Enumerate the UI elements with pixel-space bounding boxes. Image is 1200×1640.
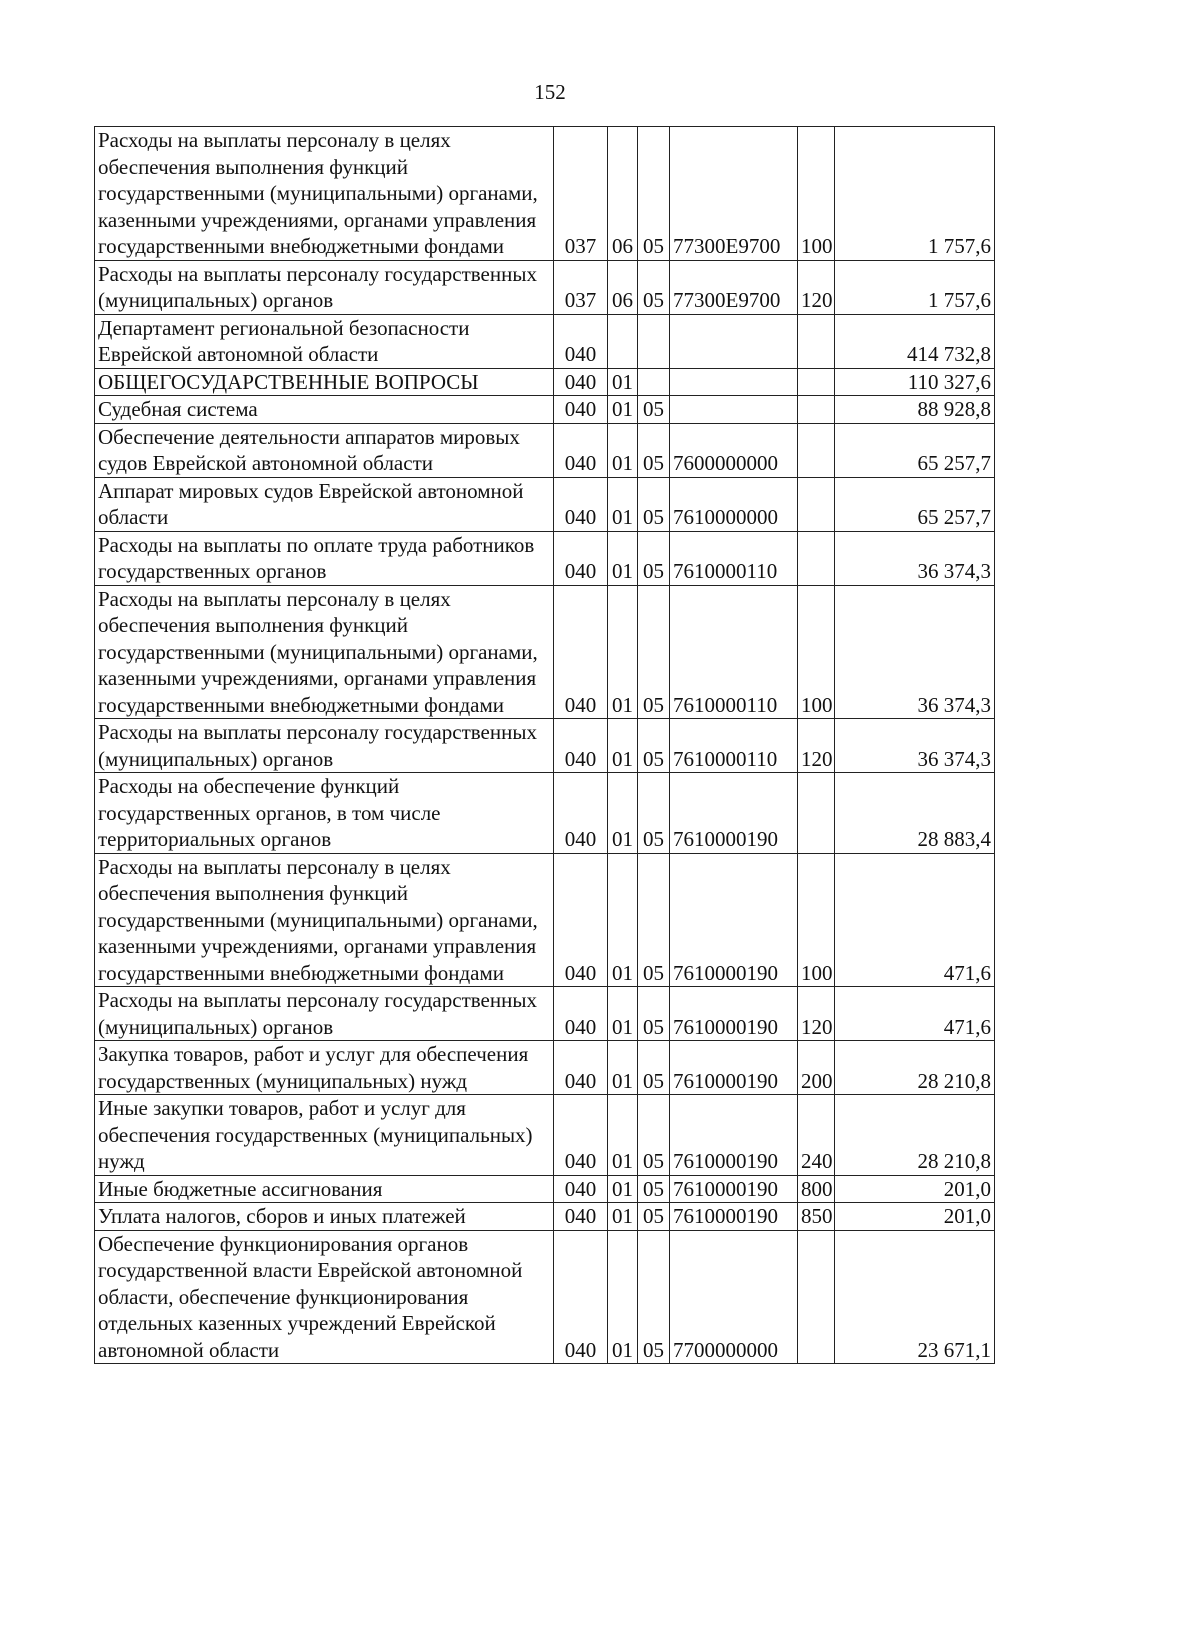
subsection-code: 05 — [638, 1203, 670, 1231]
target-article-code: 7610000190 — [670, 1095, 798, 1176]
ministry-code: 040 — [554, 853, 608, 987]
subsection-code: 05 — [638, 987, 670, 1041]
sum-value: 28 210,8 — [835, 1095, 995, 1176]
row-name: Судебная система — [95, 396, 554, 424]
section-code: 01 — [608, 1095, 638, 1176]
subsection-code: 05 — [638, 1230, 670, 1364]
subsection-code: 05 — [638, 531, 670, 585]
section-code: 01 — [608, 1175, 638, 1203]
expense-type-code — [798, 396, 835, 424]
section-code: 01 — [608, 1230, 638, 1364]
row-name: ОБЩЕГОСУДАРСТВЕННЫЕ ВОПРОСЫ — [95, 368, 554, 396]
target-article-code: 7610000190 — [670, 1203, 798, 1231]
expense-type-code: 100 — [798, 585, 835, 719]
expense-type-code: 120 — [798, 719, 835, 773]
sum-value: 28 883,4 — [835, 773, 995, 854]
section-code: 06 — [608, 260, 638, 314]
target-article-code: 7610000000 — [670, 477, 798, 531]
expense-type-code — [798, 314, 835, 368]
target-article-code: 7610000110 — [670, 719, 798, 773]
row-name: Расходы на выплаты персоналу в целях обеспечения выполнения функций государственными (муниципальными) органами, казенными учреждениями, органами управления государственными внебюджетными фондами — [95, 585, 554, 719]
row-name: Обеспечение функционирования органов государственной власти Еврейской автономной области, обеспечение функционирования отдельных казенных учреждений Еврейской автономной области — [95, 1230, 554, 1364]
row-name: Департамент региональной безопасности Еврейской автономной области — [95, 314, 554, 368]
sum-value: 1 757,6 — [835, 127, 995, 261]
section-code — [608, 314, 638, 368]
table-row — [95, 260, 995, 314]
sum-value: 36 374,3 — [835, 719, 995, 773]
row-name: Иные закупки товаров, работ и услуг для обеспечения государственных (муниципальных) нужд — [95, 1095, 554, 1176]
table-row — [95, 1095, 995, 1176]
ministry-code: 040 — [554, 773, 608, 854]
expense-type-code: 100 — [798, 127, 835, 261]
expense-type-code — [798, 423, 835, 477]
table-row — [95, 423, 995, 477]
section-code: 06 — [608, 127, 638, 261]
row-name: Уплата налогов, сборов и иных платежей — [95, 1203, 554, 1231]
target-article-code: 7610000190 — [670, 1041, 798, 1095]
subsection-code: 05 — [638, 260, 670, 314]
sum-value: 88 928,8 — [835, 396, 995, 424]
target-article-code — [670, 368, 798, 396]
page-number: 152 — [534, 80, 566, 104]
table-row — [95, 987, 995, 1041]
sum-value: 36 374,3 — [835, 531, 995, 585]
sum-value: 201,0 — [835, 1175, 995, 1203]
row-name: Расходы на обеспечение функций государственных органов, в том числе территориальных органов — [95, 773, 554, 854]
expense-type-code: 120 — [798, 987, 835, 1041]
sum-value: 65 257,7 — [835, 423, 995, 477]
sum-value: 414 732,8 — [835, 314, 995, 368]
ministry-code: 040 — [554, 987, 608, 1041]
target-article-code — [670, 396, 798, 424]
target-article-code: 7610000190 — [670, 773, 798, 854]
section-code: 01 — [608, 585, 638, 719]
expense-type-code: 240 — [798, 1095, 835, 1176]
table-row — [95, 1041, 995, 1095]
table-row — [95, 368, 995, 396]
subsection-code: 05 — [638, 585, 670, 719]
expense-type-code — [798, 531, 835, 585]
subsection-code: 05 — [638, 396, 670, 424]
subsection-code: 05 — [638, 477, 670, 531]
row-name: Обеспечение деятельности аппаратов мировых судов Еврейской автономной области — [95, 423, 554, 477]
ministry-code: 040 — [554, 585, 608, 719]
section-code: 01 — [608, 1041, 638, 1095]
section-code: 01 — [608, 853, 638, 987]
table-row — [95, 853, 995, 987]
section-code: 01 — [608, 423, 638, 477]
target-article-code: 7610000110 — [670, 531, 798, 585]
row-name: Расходы на выплаты персоналу государственных (муниципальных) органов — [95, 260, 554, 314]
expense-type-code: 850 — [798, 1203, 835, 1231]
target-article-code: 7600000000 — [670, 423, 798, 477]
section-code: 01 — [608, 987, 638, 1041]
row-name: Расходы на выплаты по оплате труда работников государственных органов — [95, 531, 554, 585]
table-row — [95, 531, 995, 585]
table-row — [95, 773, 995, 854]
subsection-code: 05 — [638, 773, 670, 854]
expense-type-code: 200 — [798, 1041, 835, 1095]
ministry-code: 040 — [554, 368, 608, 396]
ministry-code: 037 — [554, 260, 608, 314]
sum-value: 471,6 — [835, 987, 995, 1041]
row-name: Иные бюджетные ассигнования — [95, 1175, 554, 1203]
ministry-code: 040 — [554, 1230, 608, 1364]
ministry-code: 040 — [554, 719, 608, 773]
table-row — [95, 1230, 995, 1364]
expense-type-code — [798, 773, 835, 854]
subsection-code — [638, 314, 670, 368]
target-article-code: 7610000190 — [670, 853, 798, 987]
section-code: 01 — [608, 477, 638, 531]
table-row — [95, 719, 995, 773]
sum-value: 1 757,6 — [835, 260, 995, 314]
subsection-code: 05 — [638, 719, 670, 773]
sum-value: 28 210,8 — [835, 1041, 995, 1095]
ministry-code: 040 — [554, 1095, 608, 1176]
sum-value: 110 327,6 — [835, 368, 995, 396]
subsection-code: 05 — [638, 423, 670, 477]
sum-value: 65 257,7 — [835, 477, 995, 531]
table-row — [95, 585, 995, 719]
target-article-code: 7700000000 — [670, 1230, 798, 1364]
section-code: 01 — [608, 773, 638, 854]
table-row — [95, 477, 995, 531]
section-code: 01 — [608, 368, 638, 396]
sum-value: 471,6 — [835, 853, 995, 987]
section-code: 01 — [608, 1203, 638, 1231]
sum-value: 201,0 — [835, 1203, 995, 1231]
subsection-code: 05 — [638, 853, 670, 987]
target-article-code — [670, 314, 798, 368]
expense-type-code: 120 — [798, 260, 835, 314]
target-article-code: 77300Е9700 — [670, 260, 798, 314]
ministry-code: 040 — [554, 477, 608, 531]
subsection-code — [638, 368, 670, 396]
target-article-code: 7610000110 — [670, 585, 798, 719]
target-article-code: 7610000190 — [670, 1175, 798, 1203]
expense-type-code: 100 — [798, 853, 835, 987]
table-row — [95, 1175, 995, 1203]
subsection-code: 05 — [638, 1175, 670, 1203]
row-name: Расходы на выплаты персоналу государственных (муниципальных) органов — [95, 987, 554, 1041]
ministry-code: 040 — [554, 396, 608, 424]
budget-table — [94, 126, 995, 1364]
row-name: Расходы на выплаты персоналу в целях обеспечения выполнения функций государственными (муниципальными) органами, казенными учреждениями, органами управления государственными внебюджетными фондами — [95, 127, 554, 261]
section-code: 01 — [608, 531, 638, 585]
target-article-code: 77300Е9700 — [670, 127, 798, 261]
table-row — [95, 314, 995, 368]
target-article-code: 7610000190 — [670, 987, 798, 1041]
expense-type-code — [798, 368, 835, 396]
subsection-code: 05 — [638, 127, 670, 261]
row-name: Закупка товаров, работ и услуг для обеспечения государственных (муниципальных) нужд — [95, 1041, 554, 1095]
table-row — [95, 396, 995, 424]
ministry-code: 040 — [554, 531, 608, 585]
ministry-code: 040 — [554, 314, 608, 368]
ministry-code: 040 — [554, 1175, 608, 1203]
expense-type-code — [798, 1230, 835, 1364]
sum-value: 36 374,3 — [835, 585, 995, 719]
expense-type-code: 800 — [798, 1175, 835, 1203]
expense-type-code — [798, 477, 835, 531]
table-row — [95, 1203, 995, 1231]
ministry-code: 040 — [554, 1203, 608, 1231]
subsection-code: 05 — [638, 1095, 670, 1176]
row-name: Расходы на выплаты персоналу государственных (муниципальных) органов — [95, 719, 554, 773]
section-code: 01 — [608, 719, 638, 773]
row-name: Аппарат мировых судов Еврейской автономной области — [95, 477, 554, 531]
ministry-code: 040 — [554, 1041, 608, 1095]
ministry-code: 040 — [554, 423, 608, 477]
row-name: Расходы на выплаты персоналу в целях обеспечения выполнения функций государственными (муниципальными) органами, казенными учреждениями, органами управления государственными внебюджетными фондами — [95, 853, 554, 987]
sum-value: 23 671,1 — [835, 1230, 995, 1364]
subsection-code: 05 — [638, 1041, 670, 1095]
table-row — [95, 127, 995, 261]
ministry-code: 037 — [554, 127, 608, 261]
section-code: 01 — [608, 396, 638, 424]
